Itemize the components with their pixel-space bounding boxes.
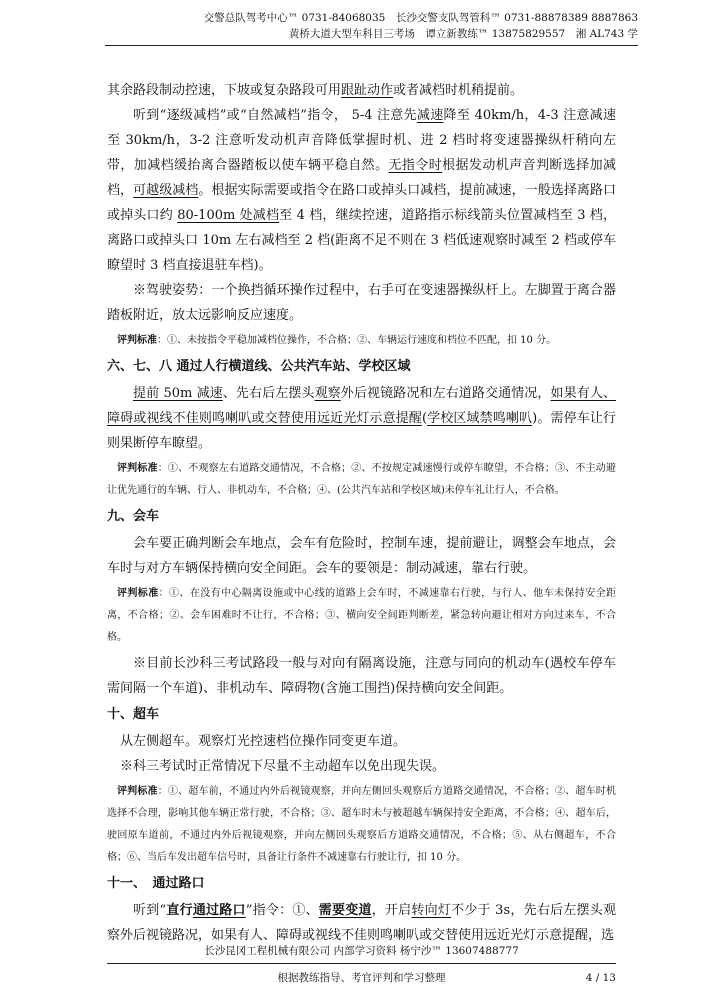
criteria-label: 评判标准 (117, 463, 158, 474)
text: 不少于 3s，先右后左摆头观察外后视镜路况，如果有人、障碍或视线不佳则鸣喇叭或交替使用远近光灯示意提醒，选 (107, 903, 616, 943)
text: 降至 40km/h，4-3 注意减速至 30km/h，3-2 注意听发动机声音降低掌握时机、进 2 档时将变速器操纵杆稍向左带，加减档缓抬离合器踏板以使车辆平稳自然。 (107, 108, 616, 173)
paragraph-intersection (107, 898, 616, 948)
criteria-downshift (107, 330, 616, 352)
criteria-label: 评判标准 (117, 786, 158, 797)
criteria-text: ：①、不观察左右道路交通情况，不合格；②、不按规定减速慢行或停车瞭望，不合格；③、不主动避让优先通行的车辆、行人、非机动车，不合格；④、(公共汽车站和学校区域)未停车礼让行人，不合格。 (107, 463, 616, 496)
criteria-overtaking (107, 781, 616, 869)
criteria-crosswalk (107, 458, 616, 502)
text: 、先右后左摆头 (222, 386, 315, 401)
underlined-term: 需要变道 (318, 903, 372, 918)
underlined-term: 可越级减档 (133, 183, 199, 198)
text: 听到“ (133, 903, 167, 918)
criteria-text: ：①、未按指令平稳加减档位操作，不合格；②、车辆运行速度和档位不匹配，扣 10 分。 (157, 335, 557, 346)
underlined-term: 通过路口 (192, 903, 246, 918)
heading-crosswalk-bus-school: 六、七、八 通过人行横道线、公共汽车站、学校区域 (107, 359, 411, 374)
criteria-label: 评判标准 (117, 588, 159, 599)
header-school-line: 黄桥大道大型车科目三考场 谭立新教练™ 13875829557 湘 AL743 学 (288, 28, 638, 40)
text: 。根据实际需要或指令在路口或掉头口减档，提前减速，一般选择离路口或掉头口约 (107, 183, 616, 223)
page-number: 4 / 13 (585, 972, 616, 984)
paragraph-downshift (107, 103, 616, 278)
bold-term: 直行 (166, 903, 193, 918)
page-footer (107, 943, 616, 986)
criteria-label: 评判标准 (117, 335, 157, 346)
text: ，开启 (371, 903, 412, 918)
paragraph-overtaking: 从左侧超车。观察灯光控速档位操作同变更车道。 (120, 734, 407, 749)
paragraph-meeting-note: ※目前长沙科三考试路段一般与对向有隔离设施，注意与同向的机动车(遇校车停车需间隔一个车道)、非机动车、障碍物(含施工围挡)保持横向安全间距。 (107, 656, 616, 696)
criteria-meeting (107, 583, 616, 649)
underlined-term: 跟趾动作 (341, 83, 394, 98)
underlined-term: 80-100m 处减档 (177, 208, 280, 223)
text: 至 4 档，继续控速，道路指示标线箭头位置减档至 3 档，离路口或掉头口 10m 左右减档至 2 档(距离不足不则在 3 档低速观察时减至 2 档或停车瞭望时 3 档直接退驻车档)。 (107, 208, 616, 273)
underlined-term: 如果有人、障碍或视线不佳则鸣喇叭或交替使用远近光灯示意提醒 (107, 386, 616, 426)
heading-intersection: 十一、 通过路口 (107, 876, 205, 891)
text: 根据发动机声音判断选择加减档， (107, 158, 616, 198)
paragraph-meeting: 会车要正确判断会车地点，会车有危险时，控制车速，提前避让，调整会车地点，会车时与对方车辆保持横向安全间距。会车的要领是：制动减速，靠右行驶。 (107, 536, 616, 576)
criteria-text: ：①、在没有中心隔离设施或中心线的道路上会车时，不减速靠右行驶，与行人、他车未保持安全距离，不合格；②、会车困难时不让行，不合格；③、横向安全间距判断差，紧急转向避让相对方向过来车，不合格。 (107, 588, 617, 643)
text: )。需停车让行则果断停车瞭望。 (107, 411, 616, 451)
footer-bottom-row (107, 964, 616, 986)
underlined-term: 提前 50m 减速 (133, 386, 223, 401)
heading-overtaking: 十、超车 (107, 707, 160, 722)
document-body (107, 78, 616, 948)
text: 听到“逐级减档”或“自然减档”指令， 5-4 注意先 (133, 108, 417, 123)
footer-note: 根据教练指导、考官评判和学习整理 (277, 972, 446, 984)
footer-company-line: 长沙昆冈工程机械有限公司 内部学习资料 杨宁沙™ 13607488777 (107, 943, 616, 964)
text: ( (421, 411, 428, 426)
underlined-term: 减速 (416, 108, 444, 123)
text: 外后视镜路况和左右道路交通情况， (340, 386, 551, 401)
paragraph-crosswalk (107, 381, 616, 456)
underlined-term: 学校区域禁鸣喇叭 (427, 411, 533, 426)
underlined-term: 无指令时 (388, 158, 443, 173)
text: 其余路段制动控速，下坡或复杂路段可用 (107, 83, 342, 98)
criteria-text: ：①、超车前，不通过内外后视镜观察，并向左侧回头观察后方道路交通情况，不合格；②、超车时机选择不合理，影响其他车辆正常行驶，不合格；③、超车时未与被超越车辆保持安全距离，不合格；④、超车后，驶回原车道前，不通过内外后视镜观察，并向左侧回头观察后方道路交通情况，不合格；⑤、从右侧超车，不合格；⑥、当后车发出超车信号时，具备让行条件不减速靠右行驶让行，扣 10 分。 (107, 786, 616, 863)
header-contacts-line: 交警总队驾考中心™ 0731-84068035 长沙交警支队驾管科™ 0731-88878389 8887863 (203, 12, 638, 24)
underlined-term: 观察 (314, 386, 341, 401)
text: ”指令：①、 (245, 903, 319, 918)
heading-meeting-vehicles: 九、会车 (107, 509, 160, 524)
underlined-term: 转向灯 (411, 903, 452, 918)
paragraph-overtaking-note: ※科三考试时正常情况下尽量不主动超车以免出现失误。 (120, 759, 446, 774)
paragraph-posture-note: ※驾驶姿势：一个换挡循环操作过程中，右手可在变速器操纵杆上。左脚置于离合器踏板附近，放太远影响反应速度。 (107, 283, 616, 323)
paragraph-braking (107, 78, 616, 103)
text: 或者减档时机稍提前。 (393, 83, 524, 98)
page-header (105, 10, 638, 46)
